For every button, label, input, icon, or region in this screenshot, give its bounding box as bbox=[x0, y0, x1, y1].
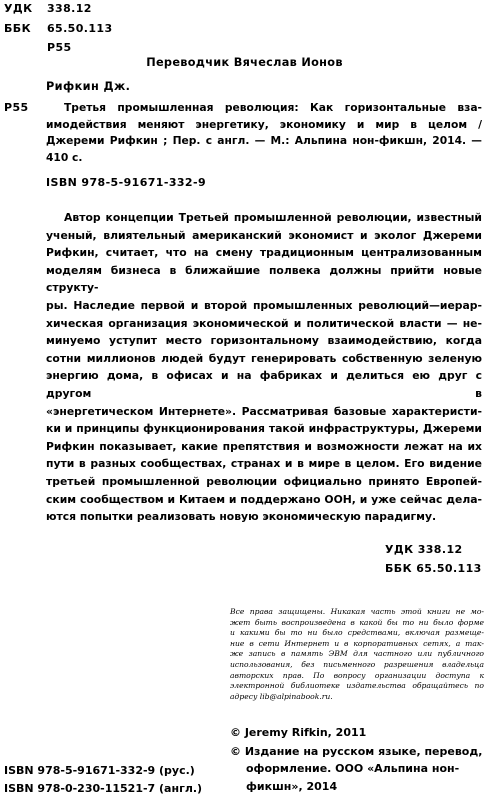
rights-line: авторских прав. По вопросу организации доступа к bbox=[230, 670, 484, 680]
rights-notice bbox=[230, 607, 484, 702]
annotation-line: ученый, влиятельный американский экономист и эколог Джереми bbox=[46, 228, 482, 242]
translator-line: Переводчик Вячеслав Ионов bbox=[146, 56, 343, 69]
bib-line: Джереми Рифкин ; Пер. с англ. — М.: Альпина нон-фикшн, 2014. — bbox=[46, 134, 482, 147]
author-mark: Р55 bbox=[47, 41, 72, 54]
isbn-main: ISBN 978-5-91671-332-9 bbox=[46, 176, 206, 189]
annotation-line: Автор концепции Третьей промышленной революции, известный bbox=[64, 211, 482, 224]
udk-label: УДК bbox=[4, 2, 33, 15]
annotation-line: Рифкин показывает, какие препятствия и возможности лежат на их bbox=[46, 439, 482, 453]
bbk-bottom: ББК 65.50.113 bbox=[385, 562, 482, 575]
bib-line: имодействия меняют энергетику, экономику и мир в целом / bbox=[46, 117, 482, 131]
annotation-line: сотни миллионов людей будут генерировать собственную зеленую bbox=[46, 351, 482, 365]
author-heading: Рифкин Дж. bbox=[46, 80, 131, 93]
annotation-line: ки и принципы функционирования такой инфраструктуры, Джереми bbox=[46, 422, 482, 436]
annotation-line: третьей промышленной революции официально принято Европей- bbox=[46, 474, 482, 488]
isbn-russian: ISBN 978-5-91671-332-9 (рус.) bbox=[4, 764, 195, 777]
rights-line: жет быть воспроизведена в какой бы то ни было форме bbox=[230, 617, 484, 627]
copyright-russian-cont: оформление. ООО «Альпина нон- bbox=[246, 762, 460, 775]
copyright-russian-cont: фикшн», 2014 bbox=[246, 780, 338, 793]
annotation-line: хическая организация экономической и политической власти — не- bbox=[46, 316, 482, 330]
rights-line: и какими бы то ни было средствами, включая размеще- bbox=[230, 628, 484, 638]
rights-line: электронной библиотеке издательства обращайтесь по bbox=[230, 681, 484, 691]
annotation-line: Рифкин, считает, что на смену традиционным централизованным bbox=[46, 246, 482, 260]
bbk-value: 65.50.113 bbox=[47, 22, 113, 35]
rights-line: использования, без письменного разрешения владельца bbox=[230, 659, 484, 669]
annotation-line: ются попытки реализовать новую экономическую парадигму. bbox=[46, 510, 437, 524]
bib-line: Третья промышленная революция: Как горизонтальные вза- bbox=[64, 101, 482, 114]
isbn-english: ISBN 978-0-230-11521-7 (англ.) bbox=[4, 782, 203, 795]
annotation-line: ским сообществом и Китаем и поддержано ООН, и уже сейчас дела- bbox=[46, 492, 482, 506]
rights-line: же запись в память ЭВМ для частного или публичного bbox=[230, 649, 484, 659]
side-mark: Р55 bbox=[4, 101, 29, 114]
rights-line: ние в сети Интернет и в корпоративных сетях, а так- bbox=[230, 638, 484, 648]
udk-bottom: УДК 338.12 bbox=[385, 543, 463, 556]
copyright-russian: © Издание на русском языке, перевод, bbox=[230, 745, 483, 758]
bib-line: 410 с. bbox=[46, 150, 83, 164]
bbk-label: ББК bbox=[4, 22, 31, 35]
udk-value: 338.12 bbox=[47, 2, 92, 15]
annotation-paragraph bbox=[46, 209, 482, 526]
rights-line: адресу lib@alpinabook.ru. bbox=[230, 691, 333, 701]
copyright-original: © Jeremy Rifkin, 2011 bbox=[230, 726, 367, 739]
annotation-line: «энергетическом Интернете». Рассматривая базовые характеристи- bbox=[46, 404, 482, 418]
bibliographic-record bbox=[46, 100, 482, 166]
annotation-line: энергию дома, в офисах и на фабриках и делиться ею друг с другом в bbox=[46, 369, 482, 400]
annotation-line: ры. Наследие первой и второй промышленных революций—иерар- bbox=[46, 298, 482, 312]
rights-line: Все права защищены. Никакая часть этой книги не мо- bbox=[230, 607, 484, 616]
annotation-line: пути в разных сообществах, странах и в мире в целом. Его видение bbox=[46, 457, 482, 471]
annotation-line: моделям бизнеса в ближайшие полвека должны прийти новые структу- bbox=[46, 263, 482, 295]
annotation-line: минуемо уступит место горизонтальному взаимодействию, когда bbox=[46, 334, 482, 348]
